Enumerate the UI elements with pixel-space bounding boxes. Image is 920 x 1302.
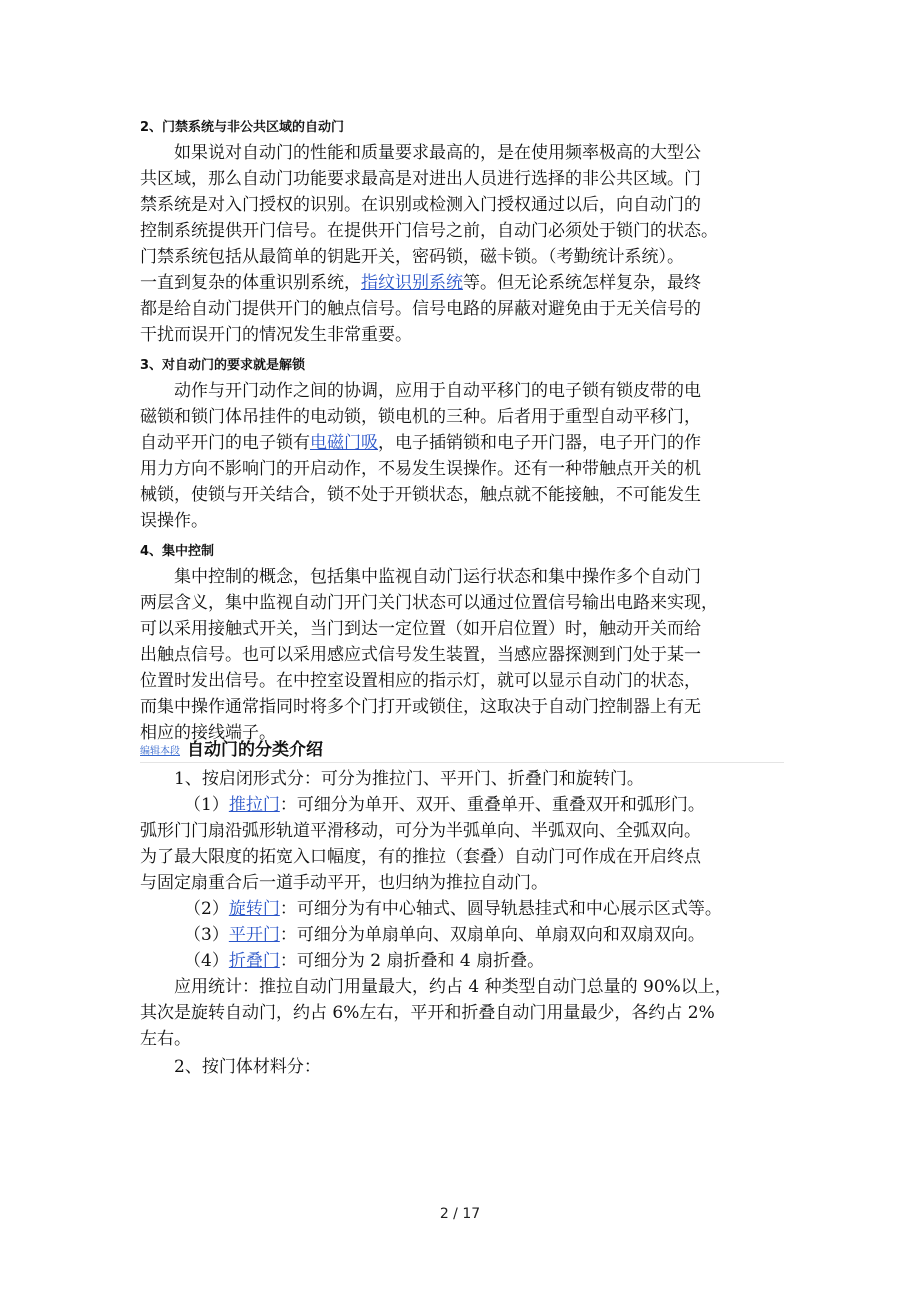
paragraph-line: 左右。 bbox=[140, 1029, 191, 1049]
paragraph-line: 磁锁和锁门体吊挂件的电动锁，锁电机的三种。后者用于重型自动平移门， bbox=[140, 407, 701, 427]
paragraph-line: 用力方向不影响门的开启动作，不易发生误操作。还有一种带触点开关的机 bbox=[140, 459, 701, 479]
item-text: ：可细分为 2 扇折叠和 4 扇折叠。 bbox=[279, 951, 545, 971]
section-heading-2: 2、门禁系统与非公共区域的自动门 bbox=[140, 120, 345, 135]
page-number: 2 / 17 bbox=[439, 1206, 481, 1222]
paragraph-line: 都是给自动门提供开门的触点信号。信号电路的屏蔽对避免由于无关信号的 bbox=[140, 299, 701, 319]
section-title: 自动门的分类介绍 bbox=[187, 740, 323, 760]
edit-section-link[interactable]: 编辑本段 bbox=[140, 746, 180, 757]
item-text: ：可细分为单扇单向、双扇单向、单扇双向和双扇双向。 bbox=[279, 925, 705, 945]
sliding-door-link[interactable]: 推拉门 bbox=[228, 795, 280, 815]
folding-door-link[interactable]: 折叠门 bbox=[228, 951, 280, 971]
paragraph-line: 两层含义，集中监视自动门开门关门状态可以通过位置信号输出电路来实现， bbox=[140, 593, 718, 613]
swing-door-link[interactable]: 平开门 bbox=[228, 925, 280, 945]
paragraph-line: 应用统计：推拉自动门用量最大，约占 4 种类型自动门总量的 90%以上， bbox=[174, 977, 732, 997]
list-item bbox=[184, 896, 722, 922]
paragraph-line: 可以采用接触式开关，当门到达一定位置（如开启位置）时，触动开关而给 bbox=[140, 619, 701, 639]
text-span: 等。但无论系统怎样复杂，最终 bbox=[463, 273, 701, 293]
item-prefix: （3） bbox=[184, 925, 229, 945]
paragraph-line: 与固定扇重合后一道手动平开，也归纳为推拉自动门。 bbox=[140, 873, 548, 893]
text-span: 自动平开门的电子锁有 bbox=[140, 433, 310, 453]
paragraph-line: 相应的接线端子。 bbox=[140, 723, 276, 743]
revolving-door-link[interactable]: 旋转门 bbox=[228, 899, 280, 919]
paragraph-line: 位置时发出信号。在中控室设置相应的指示灯，就可以显示自动门的状态， bbox=[140, 671, 701, 691]
paragraph-line: 共区域，那么自动门功能要求最高是对进出人员进行选择的非公共区域。门 bbox=[140, 169, 701, 189]
section-heading-4: 4、集中控制 bbox=[140, 544, 215, 559]
paragraph-line: 门禁系统包括从最简单的钥匙开关，密码锁，磁卡锁。（考勤统计系统）。 bbox=[140, 247, 684, 267]
paragraph-line: 动作与开门动作之间的协调，应用于自动平移门的电子锁有锁皮带的电 bbox=[174, 381, 701, 401]
item-prefix: （2） bbox=[184, 899, 229, 919]
text-span: 一直到复杂的体重识别系统， bbox=[140, 273, 361, 293]
paragraph-line: 而集中操作通常指同时将多个门打开或锁住，这取决于自动门控制器上有无 bbox=[140, 697, 701, 717]
text-span: ，电子插销锁和电子开门器，电子开门的作 bbox=[378, 433, 701, 453]
list-item bbox=[184, 922, 705, 948]
paragraph-line: 为了最大限度的拓宽入口幅度，有的推拉（套叠）自动门可作成在开启终点 bbox=[140, 847, 701, 867]
paragraph-line: 出触点信号。也可以采用感应式信号发生装置，当感应器探测到门处于某一 bbox=[140, 645, 701, 665]
paragraph-line: 禁系统是对入门授权的识别。在识别或检测入门授权通过以后，向自动门的 bbox=[140, 195, 701, 215]
paragraph-line: 械锁，使锁与开关结合，锁不处于开锁状态，触点就不能接触，不可能发生 bbox=[140, 485, 701, 505]
item-prefix: （4） bbox=[184, 951, 229, 971]
section-title-row bbox=[140, 734, 784, 763]
magnetic-door-holder-link[interactable]: 电磁门吸 bbox=[310, 433, 378, 453]
item-text: ：可细分为单开、双开、重叠单开、重叠双开和弧形门。 bbox=[279, 795, 705, 815]
item-text: ：可细分为有中心轴式、圆导轨悬挂式和中心展示区式等。 bbox=[279, 899, 722, 919]
paragraph-line bbox=[140, 430, 701, 456]
paragraph-line: 控制系统提供开门信号。在提供开门信号之前，自动门必须处于锁门的状态。 bbox=[140, 221, 718, 241]
list-item bbox=[184, 948, 544, 974]
paragraph-line: 弧形门门扇沿弧形轨道平滑移动，可分为半弧单向、半弧双向、全弧双向。 bbox=[140, 821, 701, 841]
paragraph-line: 2、按门体材料分： bbox=[174, 1057, 321, 1077]
fingerprint-system-link[interactable]: 指纹识别系统 bbox=[361, 273, 463, 293]
paragraph-line: 干扰而误开门的情况发生非常重要。 bbox=[140, 325, 412, 345]
paragraph-line: 误操作。 bbox=[140, 511, 208, 531]
section-heading-3: 3、对自动门的要求就是解锁 bbox=[140, 358, 306, 373]
paragraph-line bbox=[140, 270, 701, 296]
paragraph-line: 如果说对自动门的性能和质量要求最高的，是在使用频率极高的大型公 bbox=[174, 143, 701, 163]
item-prefix: （1） bbox=[184, 795, 229, 815]
list-item bbox=[184, 792, 705, 818]
paragraph-line: 其次是旋转自动门，约占 6%左右，平开和折叠自动门用量最少，各约占 2% bbox=[140, 1003, 715, 1023]
paragraph-line: 集中控制的概念，包括集中监视自动门运行状态和集中操作多个自动门 bbox=[174, 567, 701, 587]
paragraph-line: 1、按启闭形式分：可分为推拉门、平开门、折叠门和旋转门。 bbox=[174, 769, 644, 789]
